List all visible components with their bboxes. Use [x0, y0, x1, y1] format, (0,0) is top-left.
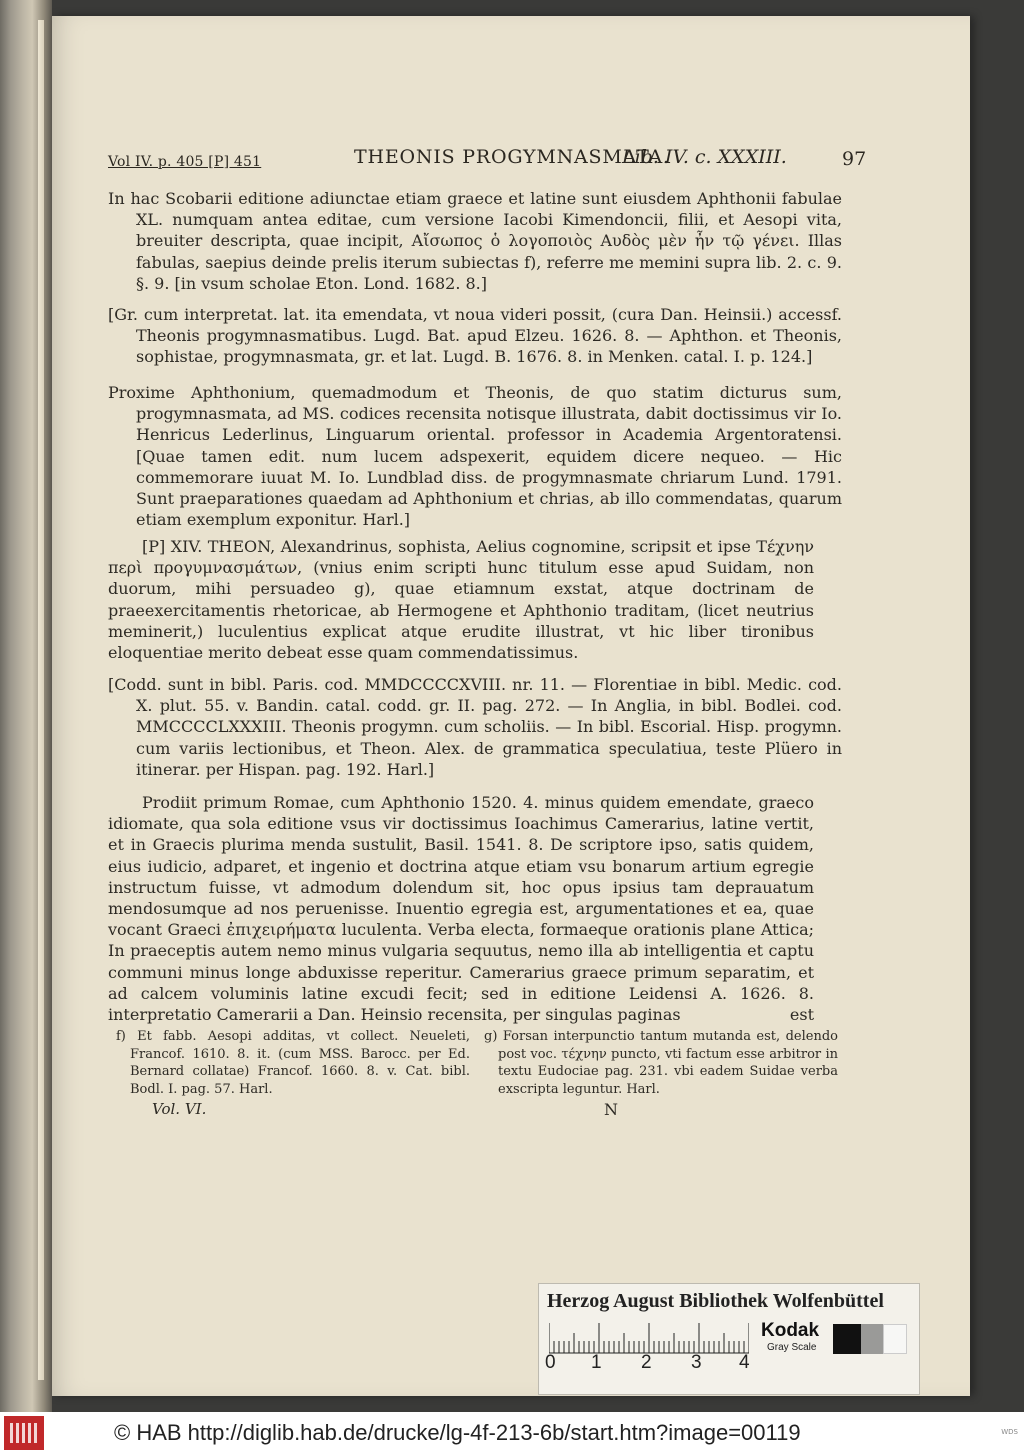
- gray-swatch-white: [883, 1324, 907, 1354]
- paragraph-lederlinus: Proxime Aphthonium, quemadmodum et Theonis, de quo statim dicturus sum, progymnasmata, ad MS. codices recensita notisque illustrata, dabit doctissimus vir Io. Henricus Lederlinus, Linguarum oriental. professor in Academia Argentoratensi. [Quae tamen edit. num lucem adspexerit, equidem dicere nequeo. — Hic commemorare iuuat M. Io. Lundblad diss. de progymnasmate chriarum Lund. 1791. Sunt praeparationes quaedam ad Aphthonium et chrias, ab illo commendatas, quarum etiam exemplum exponitur. Harl.]: [108, 383, 842, 530]
- viewer-footer: [0, 1412, 1024, 1454]
- paragraph-scobarius-edition: In hac Scobarii editione adiunctae etiam graece et latine sunt eiusdem Aphthonii fabulae XL. numquam antea editae, cum versione Iacobi Kimendoncii, filii, et Aesopi vita, breuiter descripta, quae incipit, Αἴσωπος ὁ λογοποιὸς Αυδὸς μὲν ἦν τῷ γένει. Illas fabulas, saepius deinde prelis iterum subiectas f), referre me memini supra lib. 2. c. 9. §. 9. [in vsum scholae Eton. Lond. 1682. 8.]: [108, 189, 842, 293]
- ruler-number: 0: [545, 1352, 556, 1373]
- page-number: 97: [842, 148, 867, 170]
- header-volume-ref: Vol IV. p. 405 [P] 451: [108, 154, 262, 170]
- header-title: THEONIS PROGYMNASMATA.: [354, 146, 670, 168]
- paragraph-codices: [Codd. sunt in bibl. Paris. cod. MMDCCCCXVIII. nr. 11. — Florentiae in bibl. Medic. cod. X. plut. 55. v. Bandin. catal. codd. gr. II. pag. 272. — In Anglia, in bibl. Bodlei. cod. MMCCCCLXXXIII. Theonis progymn. cum scholiis. — In bibl. Escorial. Hisp. progymn. cum variis lectionibus, et Theon. Alex. de grammatica speculatiua, teste Plüero in itinerar. per Hispan. pag. 192. Harl.]: [108, 675, 842, 779]
- footnotes: [108, 1028, 838, 1098]
- ruler-numbers: [545, 1352, 750, 1378]
- footnote-f: f) Et fabb. Aesopi additas, vt collect. Neueleti, Francof. 1610. 8. it. (cum MSS. Barocc. per Ed. Bernard collatae) Francof. 1660. 8. v. Cat. bibl. Bodl. I. pag. 57. Harl.: [116, 1029, 470, 1097]
- book-binding: [0, 0, 52, 1412]
- header-book-chapter: Lib. IV. c. XXXIII.: [622, 146, 787, 168]
- paragraph-heinsius-edition: [Gr. cum interpretat. lat. ita emendata, vt noua videri possit, (cura Dan. Heinsii.) accessf. Theonis progymnasmatibus. Lugd. Bat. apud Elzeu. 1626. 8. — Aphthon. et Theonis, sophistae, progymnasmata, gr. et lat. Lugd. B. 1676. 8. in Menken. catal. I. p. 124.]: [108, 305, 842, 367]
- previous-page-edge: [38, 20, 44, 1380]
- permalink[interactable]: © HAB http://diglib.hab.de/drucke/lg-4f-213-6b/start.htm?image=00119: [114, 1420, 801, 1445]
- paragraph-prodiit: Prodiit primum Romae, cum Aphthonio 1520. 4. minus quidem emendate, graeco idiomate, qua sola editione vsus vir doctissimus Ioachimus Camerarius, latine vertit, et in Graecis plurima menda sustulit, Basil. 1541. 8. De scriptore ipso, satis quidem, eius iudicio, adparet, et ingenio et doctrina atque etiam vsu bonarum artium egregie instructum fuisse, vt admodum dolendum sit, hoc opus ipsius tam deprauatum mendosumque ad nos peruenisse. Inuentio egregia est, argumentationes et ea, quae vocant Graeci ἐπιχειρήματα luculenta. Verba electa, formaeque orationis plane Attica; In praeceptis autem nemo minus vulgaria sequutus, nemo illa ab intelligentia et captu communi minus longe abduxisse reperitur. Camerarius graece primum separatim, et ad calcem voluminis latine excudi fecit; sed in editione Leidensi A. 1626. 8. interpretatio Camerarii a Dan. Heinsio recensita, per singulas paginas: [108, 793, 814, 1025]
- color-target-card: [538, 1283, 920, 1395]
- volume-signature: Vol. VI.: [152, 1100, 207, 1118]
- gray-swatch-black: [833, 1324, 861, 1354]
- gray-scale-label: Gray Scale: [767, 1342, 817, 1353]
- kodak-logo: Kodak: [761, 1320, 820, 1341]
- running-header: [108, 142, 958, 182]
- paragraph-theon: [P] XIV. THEON, Alexandrinus, sophista, Aelius cognomine, scripsit et ipse Τέχνην περὶ προγυμνασμάτων, (vnius enim scripti hunc titulum esse apud Suidam, non duorum, mihi persuadeo g), quae etiamnum exstat, atque doctrinam de praeexercitamentis rhetoricae, ab Hermogene et Aphthonio traditam, (licet neutrius meminerit,) luculentius explicat atque erudite illustrat, vt hic liber tironibus eloquentiae merito debeat esse quam commendatissimus.: [108, 537, 814, 663]
- catchword: est: [789, 1005, 814, 1024]
- hab-logo-icon: [4, 1416, 44, 1450]
- gathering-signature: N: [604, 1100, 618, 1119]
- footer-mark: WDS: [1001, 1428, 1018, 1436]
- scanned-page: [52, 16, 970, 1396]
- ruler-number: 4: [739, 1352, 750, 1373]
- ruler-number: 1: [591, 1352, 602, 1373]
- library-name: Herzog August Bibliothek Wolfenbüttel: [547, 1290, 884, 1312]
- ruler-number: 2: [641, 1352, 652, 1373]
- footnote-g: g) Forsan interpunctio tantum mutanda est, delendo post voc. τέχνην puncto, vti factum esse arbitror in textu Eudociae pag. 231. vbi eadem Suidae verba exscripta leguntur. Harl.: [484, 1029, 838, 1097]
- ruler-number: 3: [691, 1352, 702, 1373]
- ruler-scale: [549, 1320, 749, 1354]
- gray-swatch-mid: [861, 1324, 883, 1354]
